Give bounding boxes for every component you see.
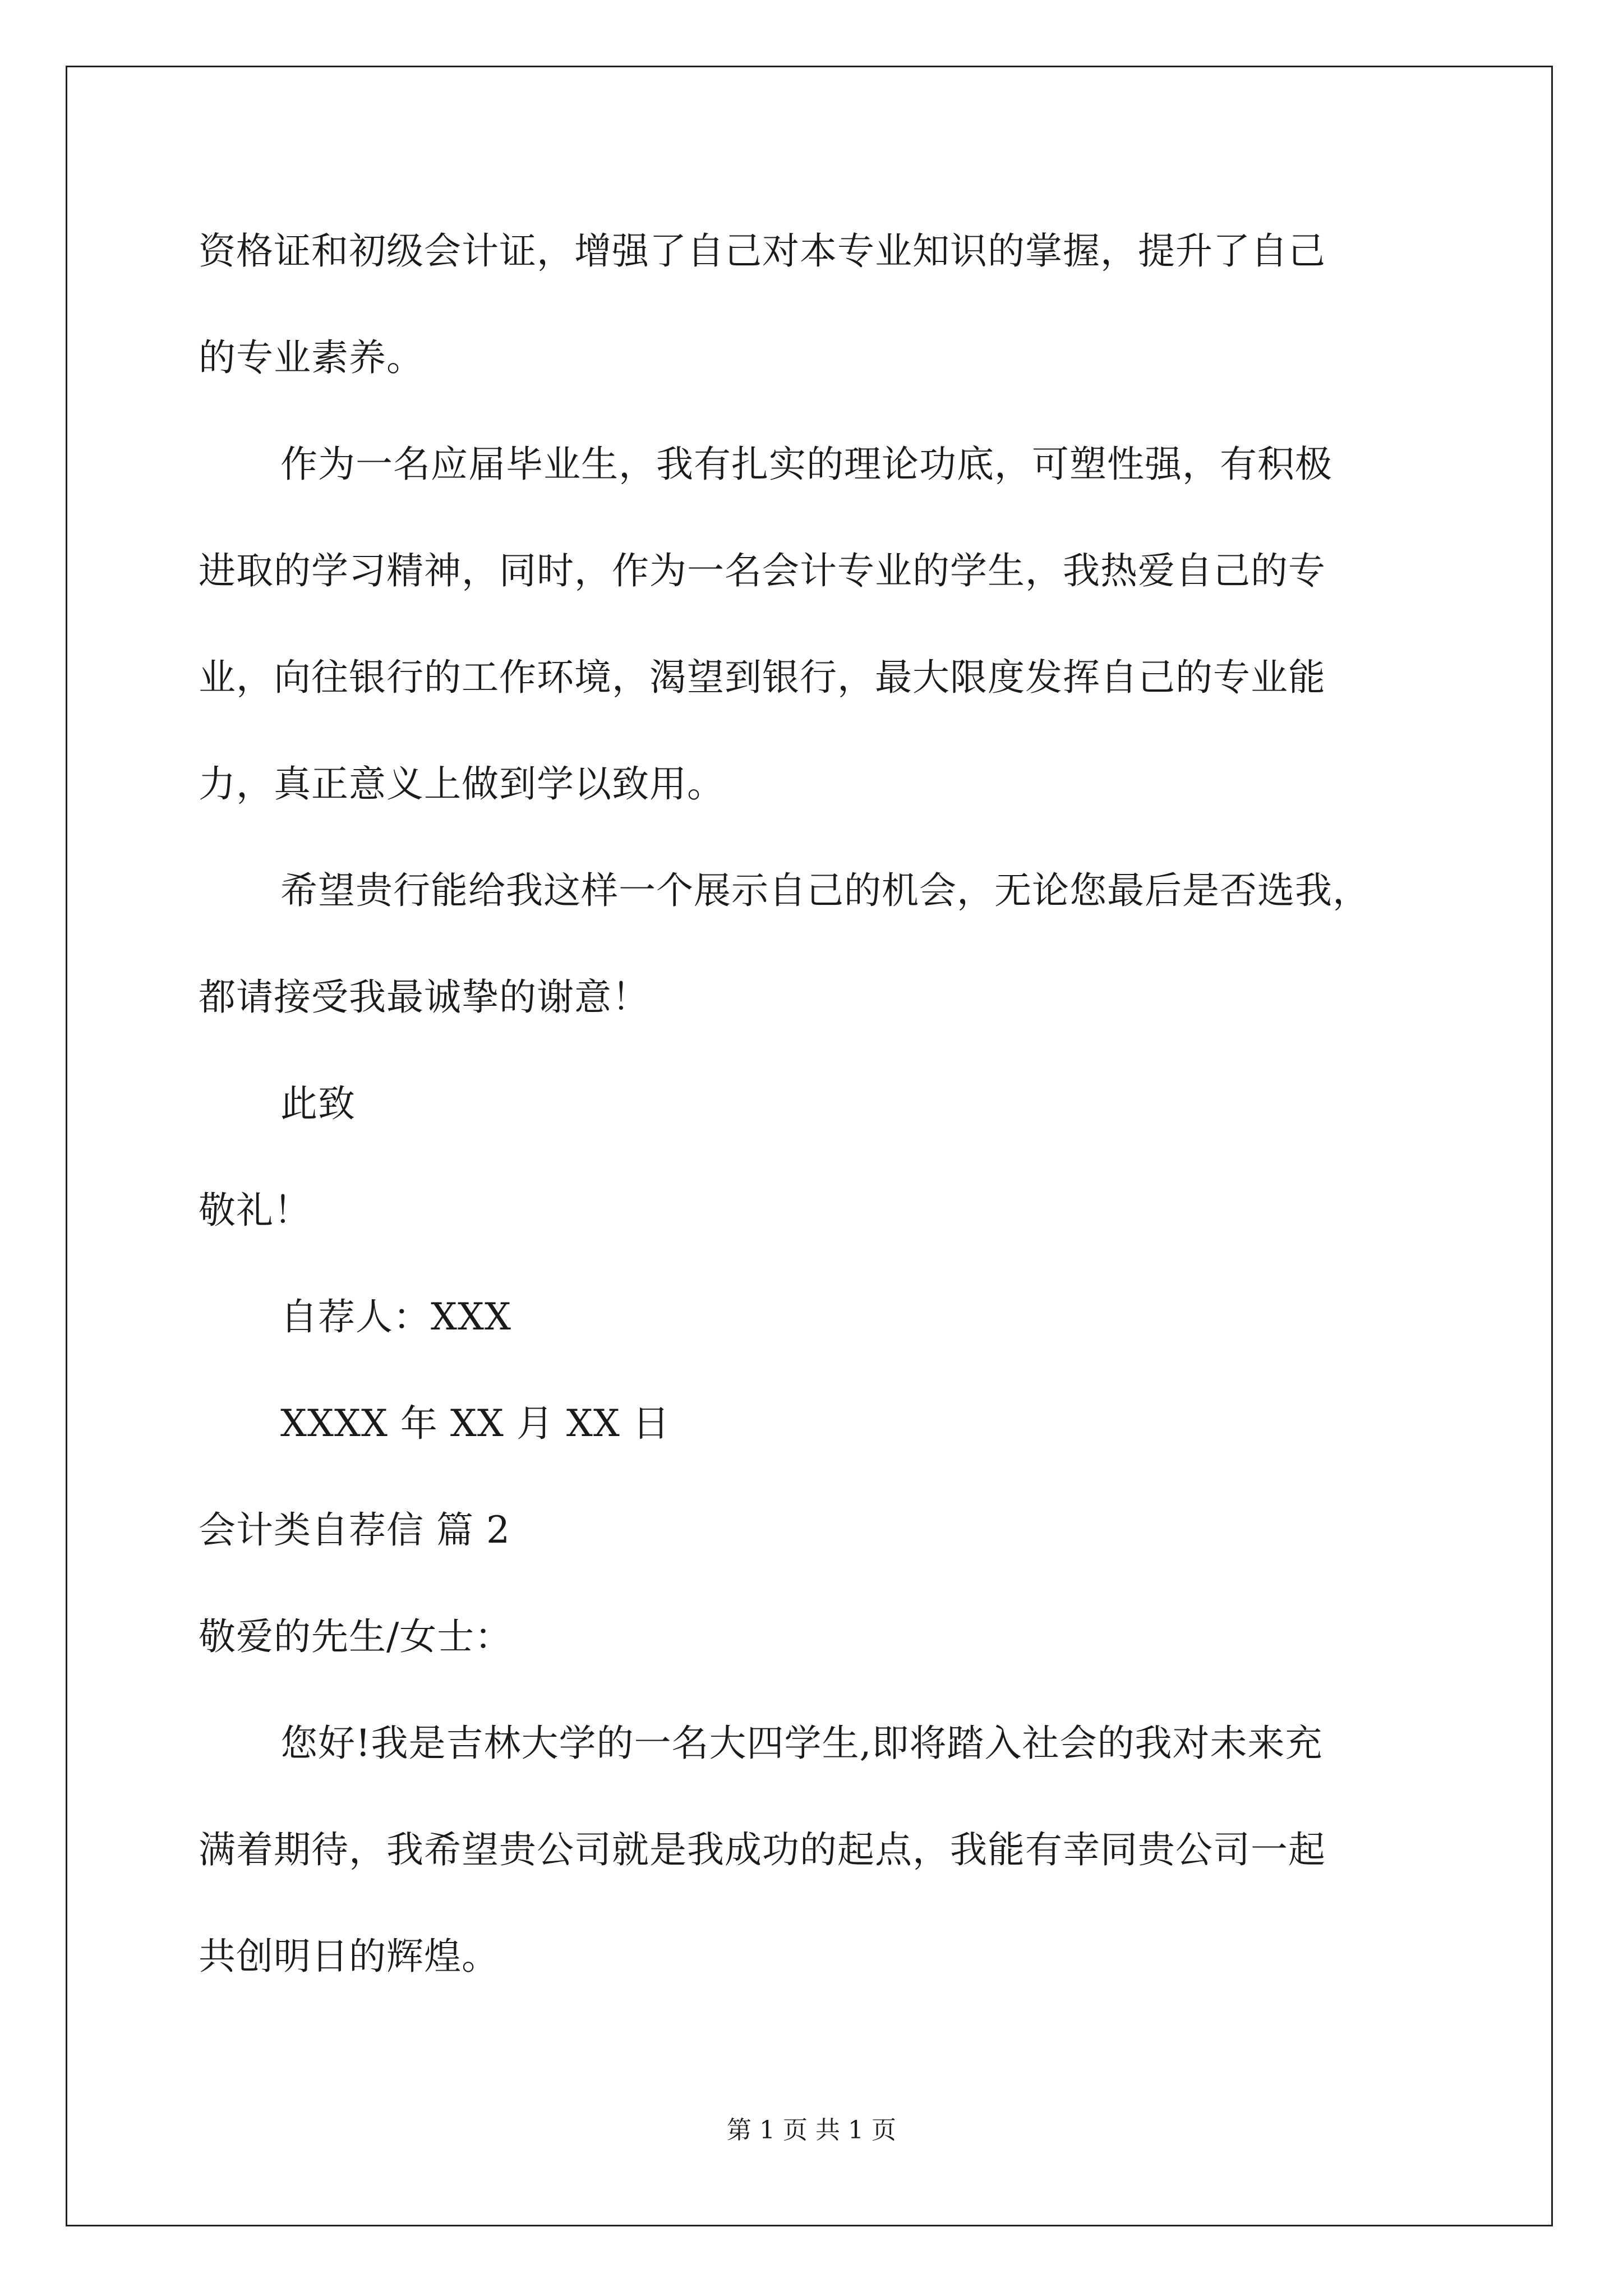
text-line-15: 您好!我是吉林大学的一名大四学生,即将踏入社会的我对未来充: [280, 1722, 1323, 1765]
signature-line: 自荐人：XXX: [280, 1295, 511, 1338]
date-line: XXXX 年 XX 月 XX 日: [280, 1402, 670, 1445]
text-line-8: 都请接受我最诚挚的谢意！: [199, 976, 649, 1019]
page-number-footer: 第 1 页 共 1 页: [727, 2116, 896, 2145]
section-heading: 会计类自荐信 篇 2: [199, 1508, 510, 1552]
closing-regards: 敬礼！: [199, 1189, 311, 1232]
text-line-17: 共创明日的辉煌。: [199, 1935, 499, 1978]
text-line-1: 资格证和初级会计证，增强了自己对本专业知识的掌握，提升了自己: [199, 229, 1326, 273]
text-line-3: 作为一名应届毕业生，我有扎实的理论功底，可塑性强，有积极: [280, 443, 1332, 486]
text-line-7: 希望贵行能给我这样一个展示自己的机会，无论您最后是否选我，: [280, 869, 1370, 912]
page-border: [66, 66, 1553, 2226]
greeting-line: 敬爱的先生/女士：: [199, 1615, 513, 1658]
text-line-5: 业，向往银行的工作环境，渴望到银行，最大限度发挥自己的专业能: [199, 656, 1326, 699]
text-line-16: 满着期待，我希望贵公司就是我成功的起点，我能有幸同贵公司一起: [199, 1828, 1326, 1871]
closing-salutation: 此致: [280, 1082, 356, 1125]
text-line-2: 的专业素养。: [199, 336, 424, 379]
text-line-4: 进取的学习精神，同时，作为一名会计专业的学生，我热爱自己的专: [199, 549, 1326, 592]
text-line-6: 力，真正意义上做到学以致用。: [199, 762, 725, 806]
